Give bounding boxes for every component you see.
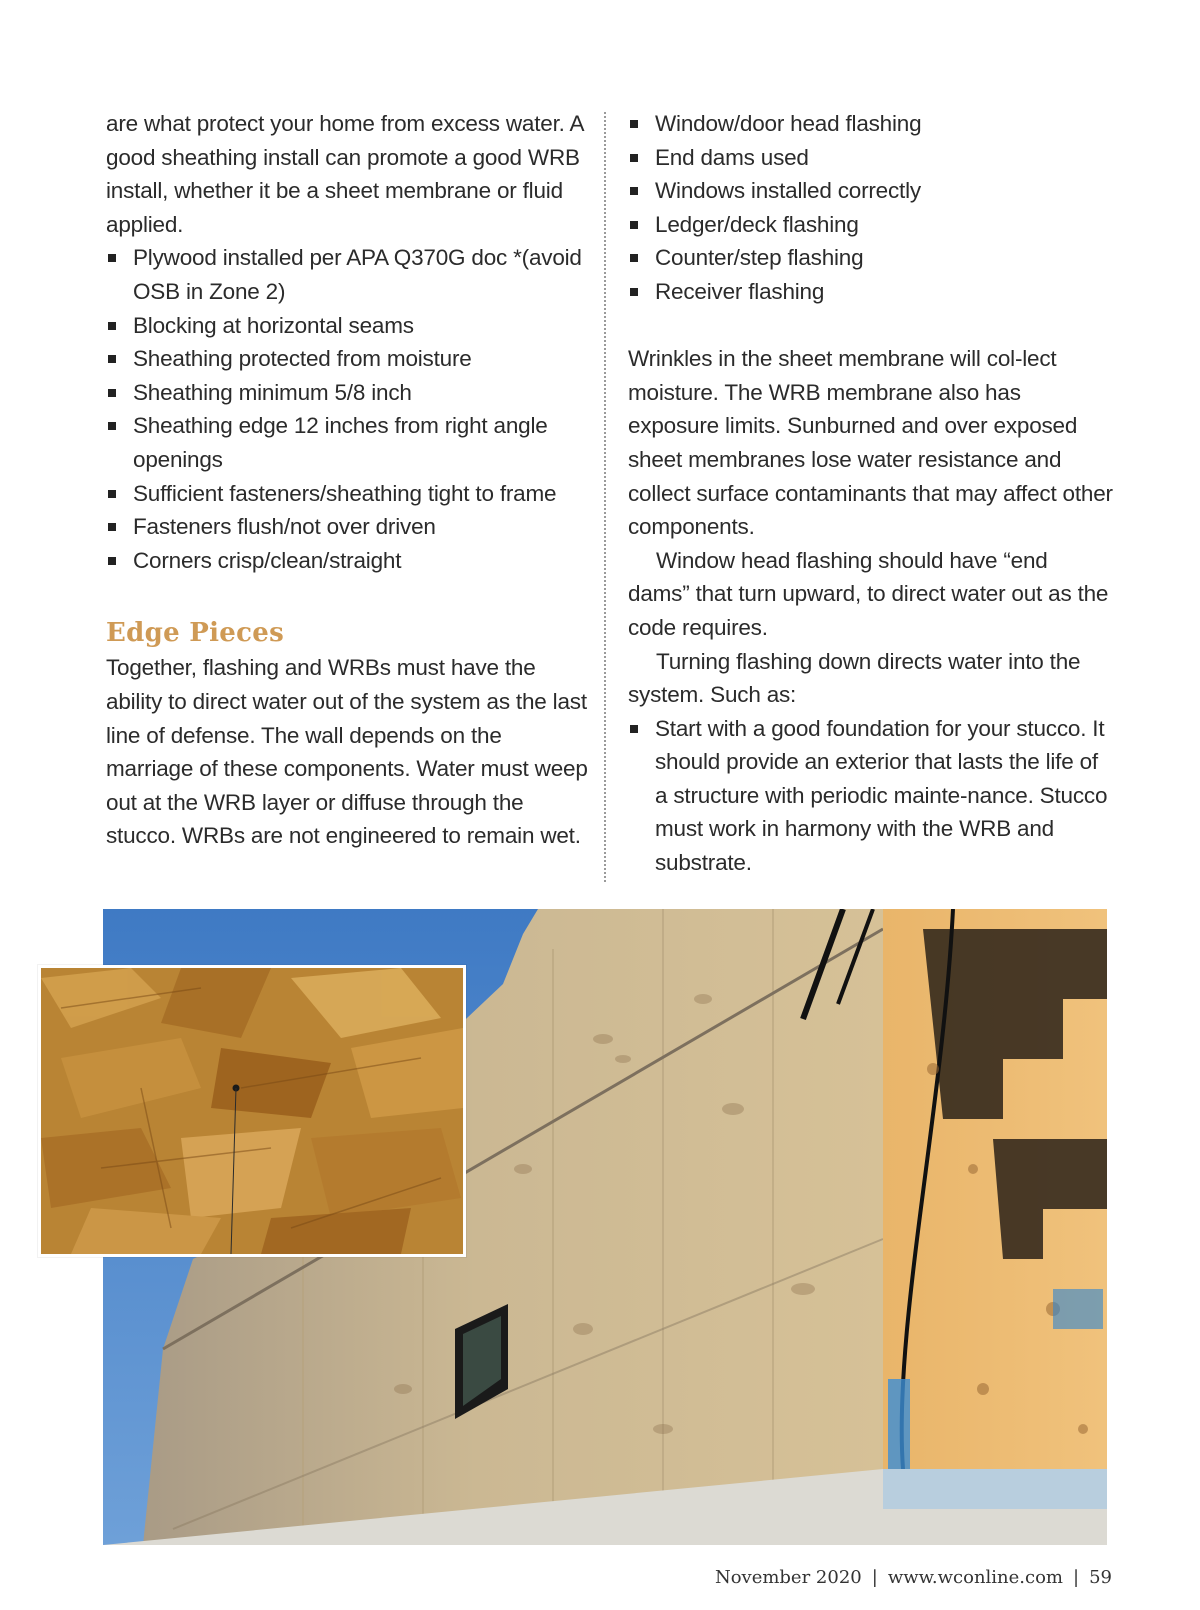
list-item: Blocking at horizontal seams <box>106 309 592 343</box>
flashing-checklist <box>628 107 1114 309</box>
right-column <box>628 107 1114 880</box>
flashing-down-paragraph: Turning flashing down directs water into the system. Such as: <box>628 648 1081 708</box>
list-item: Fasteners flush/not over driven <box>106 510 592 544</box>
list-item: Ledger/deck flashing <box>628 208 1114 242</box>
list-item: Start with a good foundation for your stucco. It should provide an exterior that lasts the life of a structure with periodic mainte-nance. Stucco must work in harmony with the WRB and substrate. <box>628 712 1114 880</box>
section-heading: Edge Pieces <box>106 618 285 649</box>
left-column <box>106 107 592 853</box>
column-divider <box>604 112 606 882</box>
wrinkles-paragraph: Wrinkles in the sheet membrane will col-lect moisture. The WRB membrane also has exposure limits. Sunburned and over exposed sheet membranes lose water resistance and collect surface contaminants that may affect other components. <box>628 346 1113 540</box>
page-number: 59 <box>1089 1567 1112 1588</box>
page-footer: November 2020 | www.wconline.com | 59 <box>714 1567 1112 1588</box>
list-item: Receiver flashing <box>628 275 1114 309</box>
list-item: Counter/step flashing <box>628 241 1114 275</box>
issue-date: November 2020 <box>714 1567 862 1588</box>
list-item: Sheathing edge 12 inches from right angle openings <box>106 409 592 476</box>
list-item: Sufficient fasteners/sheathing tight to frame <box>106 477 592 511</box>
website-url: www.wconline.com <box>887 1567 1064 1588</box>
list-item: Windows installed correctly <box>628 174 1114 208</box>
list-item: Sheathing minimum 5/8 inch <box>106 376 592 410</box>
list-item: End dams used <box>628 141 1114 175</box>
sheathing-checklist <box>106 241 592 577</box>
list-item: Plywood installed per APA Q370G doc *(avoid OSB in Zone 2) <box>106 241 592 308</box>
foundation-list <box>628 712 1114 880</box>
intro-paragraph: are what protect your home from excess water. A good sheathing install can promote a good WRB install, whether it be a sheet membrane or fluid applied. <box>106 111 584 237</box>
list-item: Sheathing protected from moisture <box>106 342 592 376</box>
list-item: Corners crisp/clean/straight <box>106 544 592 578</box>
list-item: Window/door head flashing <box>628 107 1114 141</box>
edge-pieces-paragraph: Together, flashing and WRBs must have the ability to direct water out of the system as the last line of defense. The wall depends on the marriage of these components. Water must weep out at the WRB layer or diffuse through the stucco. WRBs are not engineered to remain wet. <box>106 655 588 849</box>
osb-closeup-photo <box>38 965 466 1257</box>
end-dams-paragraph: Window head flashing should have “end dams” that turn upward, to direct water out as the code requires. <box>628 547 1109 640</box>
